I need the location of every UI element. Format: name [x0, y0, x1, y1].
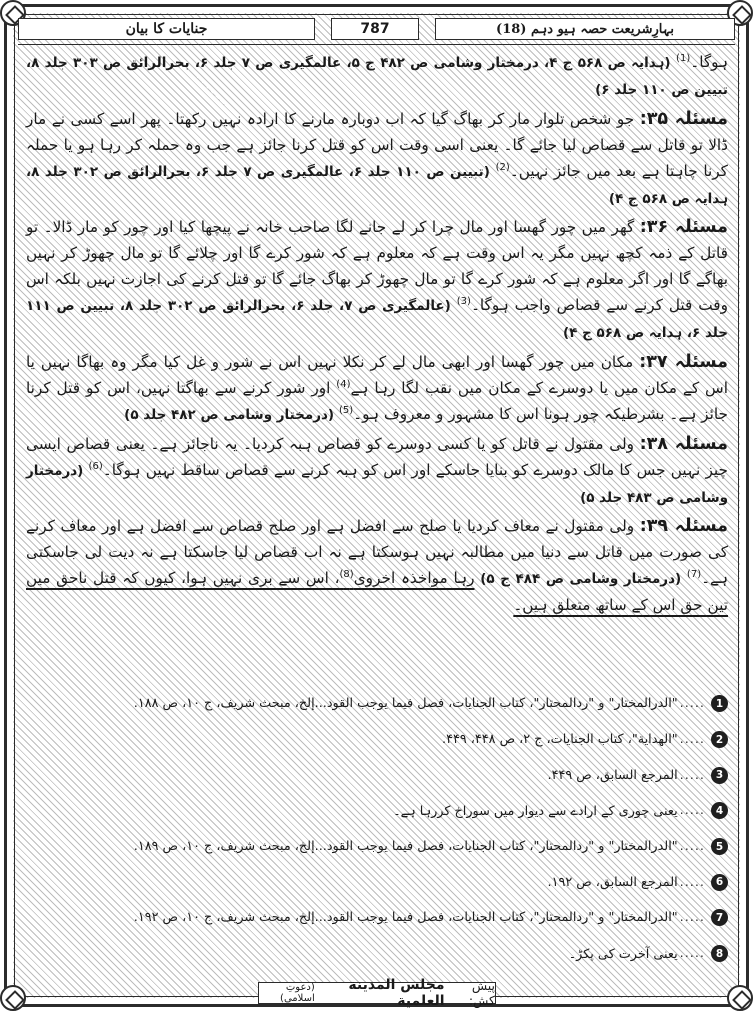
corner-ornament-icon [727, 985, 753, 1011]
paragraph [26, 107, 728, 213]
issue-heading: مسئلہ ۳۷: [639, 351, 728, 372]
footnote-item: 4 ..... یعنی چوری کے ارادے سے دیوار میں سوراخ کررہا ہے۔ [26, 793, 728, 829]
footnote-marker[interactable]: (8) [339, 569, 354, 581]
publisher-name: مجلس المدينة العلمية [348, 977, 445, 1009]
footnote-number: 2 [711, 731, 728, 748]
footnote-text: "الدرالمختار" و "ردالمحتار"، کتاب الجنایات، فصل فیما یوجب القود...إلخ، مبحث شریف، ج ۱۰، ص ۱۸۸. [133, 696, 678, 712]
paragraph [26, 350, 728, 429]
footnote-marker[interactable]: (2) [495, 161, 510, 173]
citation: (درمختار وشامی ص ۴۸۲ جلد ۵) [124, 406, 335, 423]
footnote-number: 4 [711, 802, 728, 819]
citation: (عالمگیری ص ۷، جلد ۶، بحرالرائق ص ۳۰۲ جلد ۸، تبیین ص ۱۱۱ جلد ۶، ہدایہ ص ۵۶۸ ج ۴) [26, 298, 728, 342]
footnote-number: 3 [711, 767, 728, 784]
footnote-number: 5 [711, 838, 728, 855]
footnote-number: 8 [711, 945, 728, 962]
footnote-text: یعنی چوری کے ارادے سے دیوار میں سوراخ کررہا ہے۔ [393, 803, 678, 819]
paragraph [26, 514, 728, 619]
footnote-marker[interactable]: (5) [338, 404, 354, 416]
issue-heading: مسئلہ ۳۹: [639, 516, 728, 537]
book-title: بہارِشریعت حصہ ہیو دہم (18) [435, 18, 735, 40]
footnote-marker[interactable]: (4) [336, 378, 351, 390]
paragraph [26, 215, 728, 347]
issue-heading: مسئلہ ۳۵: [639, 108, 728, 129]
header-divider [18, 44, 735, 45]
citation: (درمختار وشامی ص ۴۸۳ جلد ۵) [26, 462, 728, 506]
paragraph [26, 432, 728, 512]
footnote-text: یعنی آخرت کی پکڑ۔ [568, 946, 678, 962]
footnote-item: 8 ..... یعنی آخرت کی پکڑ۔ [26, 936, 728, 972]
footnote-item: 5 ..... "الدرالمختار" و "ردالمحتار"، کتاب الجنایات، فصل فیما یوجب القود...إلخ، مبحث شریف، ج ۱۰، ص ۱۸۹. [26, 829, 728, 865]
citation: (تبیین ص ۱۱۰ جلد ۶، عالمگیری ص ۷ جلد ۶، بحرالرائق ص ۳۰۲ جلد ۸، ہدایہ ص ۵۶۸ ج ۴) [26, 163, 728, 207]
footnote-marker[interactable]: (3) [456, 296, 471, 308]
paragraph-text: ، اس سے بری نہیں ہوا، کیوں کہ قتل ناحق میں تین حق اس کے ساتھ متعلق ہیں۔ [26, 569, 728, 615]
paragraph-text: اور شور کرنے سے بھاگتا نہیں، اس کو قتل کرنا جائز ہے۔ بشرطیکہ چور ہونا اس کا مشہور و معروف ہو۔ [26, 378, 728, 423]
paragraph-text: جو شخص تلوار مار کر بھاگ گیا کہ اب دوبارہ مارنے کا ارادہ نہیں رکھتا۔ پھر اسے کسی نے مار ڈالا تو قاتل سے قصاص لیا جائے گا۔ یعنی اسی وقت اس کو قتل کرنا جائز ہے جب وہ حملہ کر رہا ہو یا حملہ کرنا چاہتا ہے بعد میں جائز نہیں۔ [26, 109, 728, 180]
paragraph-text: ولی مقتول نے قاتل کو یا کسی دوسرے کو قصاص ہبہ کردیا۔ یہ ناجائز ہے۔ یعنی قصاص ایسی چیز نہیں جس کا مالک دوسرے کو بنایا جاسکے اور اس کو ہبہ کرنے سے قصاص ساقط نہیں ہوگا۔ [26, 434, 728, 479]
footnote-number: 7 [711, 909, 728, 926]
footnote-number: 6 [711, 874, 728, 891]
footnote-marker[interactable]: (1) [676, 52, 691, 64]
paragraph-text: گھر میں چور گھسا اور مال چرا کر لے جانے لگا صاحب خانہ نے پیچھا کیا اور چور کو مار ڈالا۔ تو قاتل کے ذمہ کچھ نہیں مگر یہ اس وقت ہے کہ معلوم ہے کہ شور کرے گا اور چلائے گا تو مال چھوڑ کر نہیں بھاگے گا اور اگر معلوم ہے کہ شور کرے گا تو مال چھوڑ کر بھاگ جائے گا تو قتل کرنے کی اجازت نہیں بلکہ اس وقت قتل کرنے سے قصاص واجب ہوگا۔ [26, 218, 728, 315]
publisher-footer [258, 977, 496, 1009]
footnote-item: 2 ..... "الهداية"، كتاب الجنايات، ج ۲، ص ۴۴۸، ۴۴۹. [26, 722, 728, 758]
footnote-item: 6 ..... المرجع السابق، ص ۱۹۲. [26, 864, 728, 900]
issue-heading: مسئلہ ۳۶: [639, 217, 728, 238]
citation: (درمختار وشامی ص ۴۸۴ ج ۵) [480, 571, 682, 588]
footnote-text: المرجع السابق، ص ۴۴۹. [547, 767, 678, 783]
footnote-text: المرجع السابق، ص ۱۹۲. [547, 874, 678, 890]
footnote-number: 1 [711, 695, 728, 712]
main-text [26, 50, 728, 619]
footnote-text: "الدرالمختار" و "ردالمحتار"، کتاب الجنایات، فصل فیما یوجب القود...إلخ، مبحث شریف، ج ۱۰، ص ۱۹۲. [133, 910, 678, 926]
page-number: 787 [331, 18, 419, 40]
paragraph-text: ولی مقتول نے معاف کردیا یا صلح سے افضل ہے اور صلح قصاص سے افضل ہے اور معاف کرنے کی صورت میں قاتل سے دنیا میں مطالبہ نہیں ہوسکتا ہے نہ اب قصاص لیا جاسکتا ہے نہ دیت لی جاسکتی ہے۔ [26, 517, 728, 588]
footnote-marker[interactable]: (7) [686, 569, 702, 581]
issue-heading: مسئلہ ۳۸: [639, 433, 728, 454]
paragraph-text: مکان میں چور گھسا اور ابھی مال لے کر نکلا نہیں اس نے شور و غل کیا مگر وہ بھاگا نہیں یا اس کے مکان میں یا دوسرے کے مکان میں نقب لگا رہا ہے [26, 352, 728, 397]
footnote-item: 3 ..... المرجع السابق، ص ۴۴۹. [26, 757, 728, 793]
footnote-text: "الهداية"، كتاب الجنايات، ج ۲، ص ۴۴۸، ۴۴۹. [442, 732, 678, 748]
paragraph [26, 50, 728, 104]
footnote-item: 7 ..... "الدرالمختار" و "ردالمحتار"، کتاب الجنایات، فصل فیما یوجب القود...إلخ، مبحث شریف، ج ۱۰، ص ۱۹۲. [26, 900, 728, 936]
publisher-org: (دعوتِ اسلامی) [280, 982, 315, 1004]
footer-prefix: پیش کش: [468, 978, 495, 1008]
page-header [18, 18, 735, 40]
footnotes [26, 686, 728, 972]
corner-ornament-icon [0, 985, 26, 1011]
footnote-marker[interactable]: (6) [88, 460, 103, 472]
citation: (ہدایہ ص ۵۶۸ ج ۴، درمختار وشامی ص ۴۸۲ ج ۵، عالمگیری ص ۷ جلد ۶، بحرالرائق ص ۳۰۳ جلد ۸، تبیین ص ۱۱۰ جلد ۶) [26, 55, 728, 98]
chapter-title: جنایات کا بیان [18, 18, 315, 40]
paragraph-text: رہا مواخذہ اخروی [353, 569, 475, 588]
footnote-item: 1 ..... "الدرالمختار" و "ردالمحتار"، کتاب الجنایات، فصل فیما یوجب القود...إلخ، مبحث شریف، ج ۱۰، ص ۱۸۸. [26, 686, 728, 722]
footnote-text: "الدرالمختار" و "ردالمحتار"، کتاب الجنایات، فصل فیما یوجب القود...إلخ، مبحث شریف، ج ۱۰، ص ۱۸۹. [133, 839, 678, 855]
paragraph-text: ہوگا۔ [690, 53, 729, 71]
